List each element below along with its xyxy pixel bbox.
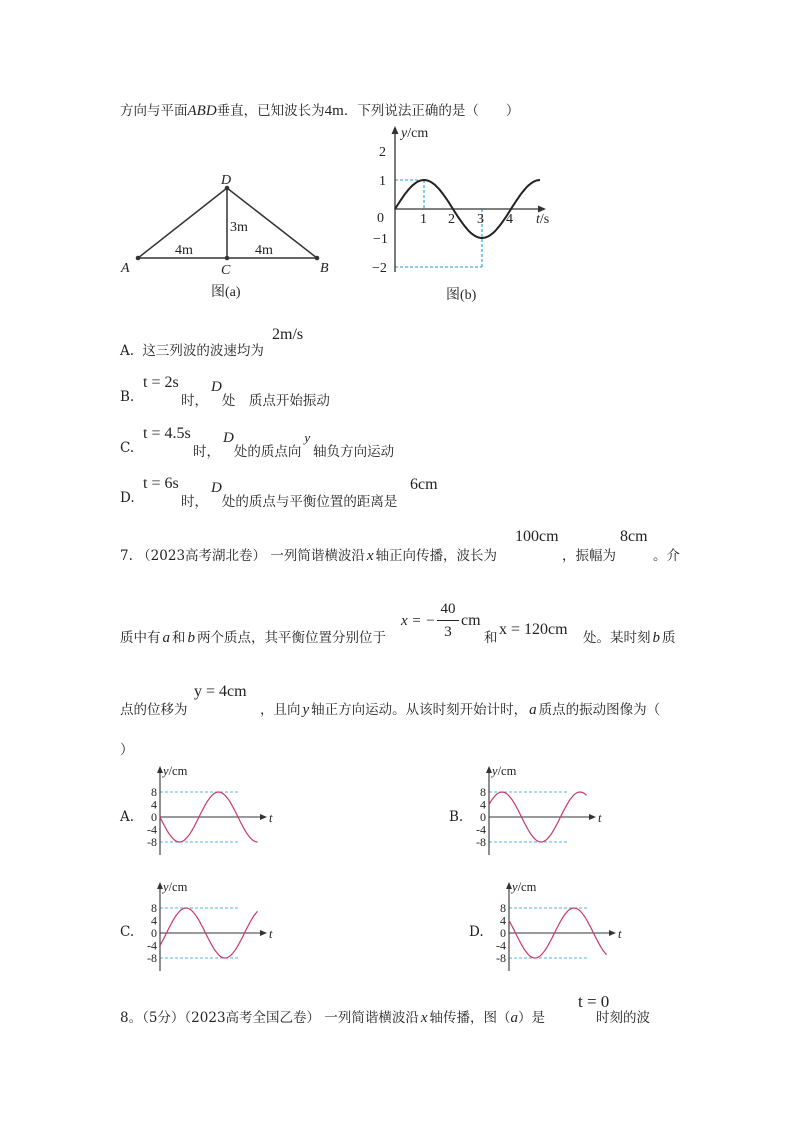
- y-var: y: [302, 702, 310, 718]
- point-d: D: [211, 379, 222, 395]
- option-7c-letter[interactable]: C.: [120, 924, 135, 940]
- a-var: a: [510, 1010, 518, 1026]
- option-7a-letter[interactable]: A.: [120, 809, 135, 825]
- text: 8。（5分）（2023高考全国乙卷） 一列简谐横波沿: [120, 1010, 419, 1026]
- y-tick-neg1: −1: [373, 232, 388, 247]
- x-arrow: [260, 930, 267, 936]
- y-tick-0: 0: [377, 211, 384, 226]
- numerator: 40: [440, 601, 456, 617]
- text: 垂直，已知波长为: [216, 103, 325, 119]
- point-d: D: [223, 430, 234, 446]
- text: 时，: [193, 444, 220, 460]
- text: 。介: [653, 548, 680, 564]
- x-tick-2: 2: [448, 212, 455, 227]
- x-arrow: [260, 814, 267, 820]
- text: ．下列说法正确的是（ ）: [343, 103, 520, 119]
- option-6d-text: [181, 480, 398, 511]
- text: 轴正向传播，波长为: [375, 548, 497, 564]
- figure-b-guides: [395, 180, 482, 267]
- text: 时，: [181, 393, 208, 409]
- y-tick: 4: [151, 797, 157, 812]
- unit-cm: cm: [461, 612, 481, 629]
- t-axis-label: t: [598, 811, 602, 825]
- wavelength-value: 4m: [324, 103, 344, 119]
- fraction-40-3: [437, 600, 459, 641]
- option-7d-graph[interactable]: [484, 876, 634, 976]
- x-var: x: [420, 1010, 428, 1026]
- question7-line1: [120, 544, 497, 565]
- y-tick: 8: [151, 901, 157, 915]
- y-tick: 0: [151, 810, 157, 824]
- option-6a[interactable]: [120, 339, 264, 359]
- option-7b-graph[interactable]: [464, 760, 614, 860]
- figure-b-vibration-graph: [355, 120, 565, 305]
- y-tick-2: 2: [379, 145, 386, 160]
- text: ）是: [518, 1010, 545, 1026]
- figure-a-caption: 图(a): [211, 285, 241, 300]
- x-eq: x = −: [401, 613, 436, 629]
- option-6b-time: t = 2s: [143, 374, 179, 391]
- y-tick: 4: [480, 797, 486, 812]
- option-7a-graph[interactable]: [135, 760, 285, 860]
- t-axis-label: t: [269, 811, 273, 825]
- y-axis-var: y: [304, 430, 311, 445]
- question7-line2: [120, 626, 386, 647]
- question8-line1-a: [120, 1006, 545, 1027]
- point-d: D: [211, 480, 222, 496]
- question7-line2-b: [583, 626, 676, 647]
- text: 方向与平面: [120, 103, 188, 119]
- denominator: 3: [444, 624, 452, 640]
- x-var: x: [366, 548, 374, 564]
- option-6c-letter[interactable]: C.: [120, 440, 135, 456]
- option-6c-text: [193, 430, 395, 461]
- text: 质中有: [120, 630, 161, 646]
- y-tick: -4: [496, 938, 506, 953]
- y-tick: -8: [147, 951, 157, 965]
- option-letter: A.: [120, 343, 135, 359]
- option-6d-letter[interactable]: D.: [120, 490, 135, 506]
- y-tick: -4: [147, 938, 157, 953]
- text: 处的质点向: [233, 444, 302, 460]
- y-tick: 0: [480, 810, 486, 824]
- wavelength-100cm: 100cm: [515, 528, 559, 545]
- question8-line1-b: 时刻的波: [596, 1010, 650, 1026]
- y-axis-label: y/cm: [163, 764, 188, 778]
- y-tick: 0: [151, 926, 157, 940]
- x-tick-4: 4: [506, 212, 513, 227]
- x-equals-neg-frac: [401, 612, 435, 630]
- figure-a-triangle: [115, 165, 345, 305]
- point-c-label: C: [221, 263, 231, 278]
- segment-ac-label: 4m: [175, 243, 193, 258]
- point-d-label: D: [221, 173, 232, 188]
- text: ，振幅为: [562, 548, 616, 564]
- text-and: 和: [484, 630, 498, 646]
- segment-cb-label: 4m: [255, 243, 273, 258]
- y-tick: -8: [147, 835, 157, 849]
- y-tick: -4: [476, 822, 486, 837]
- figure-b-caption: 图(b): [446, 288, 477, 303]
- question6-stem-tail: [120, 99, 519, 120]
- text: 质: [662, 630, 676, 646]
- point-a-label: A: [121, 261, 130, 276]
- option-7b-letter[interactable]: B.: [449, 809, 464, 825]
- option-6b-letter[interactable]: B.: [120, 389, 135, 405]
- amplitude-8cm: 8cm: [620, 528, 648, 545]
- segment-cd-label: 3m: [230, 220, 248, 235]
- option-7d-letter[interactable]: D.: [469, 924, 484, 940]
- text: 时，: [181, 494, 208, 510]
- y-tick: -8: [496, 951, 506, 965]
- x-tick-3: 3: [477, 212, 484, 227]
- option-6c-time: t = 4.5s: [143, 425, 191, 442]
- a-var: a: [529, 702, 537, 718]
- question7-line4: ）: [120, 742, 134, 758]
- question7-line3-a: 点的位移为: [120, 702, 188, 718]
- wave-speed-value: 2m/s: [272, 326, 304, 343]
- y-tick-neg2: −2: [372, 261, 387, 276]
- question7-line3-b: [260, 698, 660, 719]
- t-equals-0: t = 0: [578, 992, 610, 1011]
- t-axis-label: t: [269, 927, 273, 941]
- y-tick: 8: [500, 901, 506, 915]
- text: 处的质点与平衡位置的距离是: [221, 494, 398, 510]
- y-tick-1: 1: [379, 174, 386, 189]
- text: 和: [172, 630, 186, 646]
- option-7c-graph[interactable]: [135, 876, 285, 976]
- option-6b-text: [181, 379, 330, 410]
- y-tick: -8: [476, 835, 486, 849]
- y-tick: 8: [151, 785, 157, 799]
- text: 轴负方向运动: [313, 444, 395, 460]
- t-axis-label: t: [618, 927, 622, 941]
- y-axis-label: y/cm: [492, 764, 517, 778]
- plane-label: ABD: [187, 103, 217, 119]
- x-arrow: [609, 930, 616, 936]
- option-6d-time: t = 6s: [143, 475, 179, 492]
- b-var: b: [652, 630, 660, 646]
- y-tick: 0: [500, 926, 506, 940]
- distance-value: 6cm: [410, 476, 438, 493]
- point-b-label: B: [320, 261, 329, 276]
- b-var: b: [187, 630, 195, 646]
- y-tick: 4: [151, 913, 157, 928]
- text: 7. （2023高考湖北卷） 一列简谐横波沿: [120, 548, 365, 564]
- x-arrow: [589, 814, 596, 820]
- option-text: 这三列波的波速均为: [142, 343, 264, 359]
- text: 轴正方向运动。从该时刻开始计时，: [311, 702, 528, 718]
- y-tick: 8: [480, 785, 486, 799]
- displacement-value: y = 4cm: [194, 683, 247, 700]
- question7-line1-b: [562, 544, 616, 564]
- a-var: a: [162, 630, 170, 646]
- question7-line1-c: [653, 544, 680, 564]
- text: 轴传播，图（: [429, 1010, 511, 1026]
- text: ，且向: [260, 702, 301, 718]
- y-axis-label: y/cm: [163, 880, 188, 894]
- x-equals-120cm: x = 120cm: [499, 621, 568, 638]
- y-tick: 4: [500, 913, 506, 928]
- y-axis-label: y/cm: [401, 126, 429, 141]
- text: 质点的振动图像为（: [538, 702, 661, 718]
- text: 处。某时刻: [583, 630, 651, 646]
- x-tick-1: 1: [420, 212, 427, 227]
- text: 两个质点，其平衡位置分别位于: [197, 630, 386, 646]
- y-axis-label: y/cm: [512, 880, 537, 894]
- y-tick: -4: [147, 822, 157, 837]
- text: 处 质点开始振动: [221, 393, 330, 409]
- x-axis-label: t/s: [536, 212, 550, 227]
